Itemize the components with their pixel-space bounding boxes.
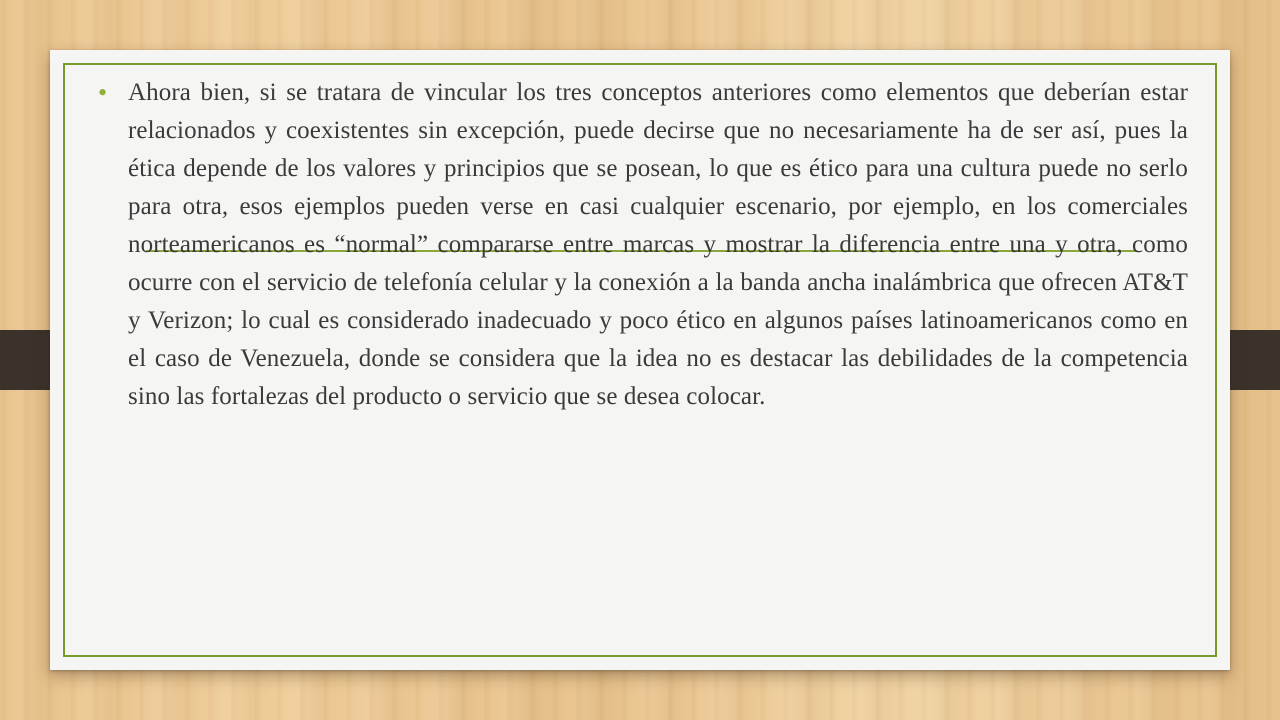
slide-content [98, 74, 1188, 416]
bullet-item [98, 74, 1188, 416]
slide-paper [50, 50, 1230, 670]
bullet-text: Ahora bien, si se tratara de vincular los tres conceptos anteriores como elementos que deberían estar relacionados y coexistentes sin excepción, puede decirse que no necesariamente ha de ser así, pues la ética depende de los valores y principios que se posean, lo que es ético para una cultura puede no serlo para otra, esos ejemplos pueden verse en casi cualquier escenario, por ejemplo, en los comerciales norteamericanos es “normal” compararse entre marcas y mostrar la diferencia entre una y otra, como ocurre con el servicio de telefonía celular y la conexión a la banda ancha inalámbrica que ofrecen AT&T y Verizon; lo cual es considerado inadecuado y poco ético en algunos países latinoamericanos como en el caso de Venezuela, donde se considera que la idea no es destacar las debilidades de la competencia sino las fortalezas del producto o servicio que se desea colocar. [128, 79, 1188, 410]
bullet-icon: • [98, 78, 108, 107]
